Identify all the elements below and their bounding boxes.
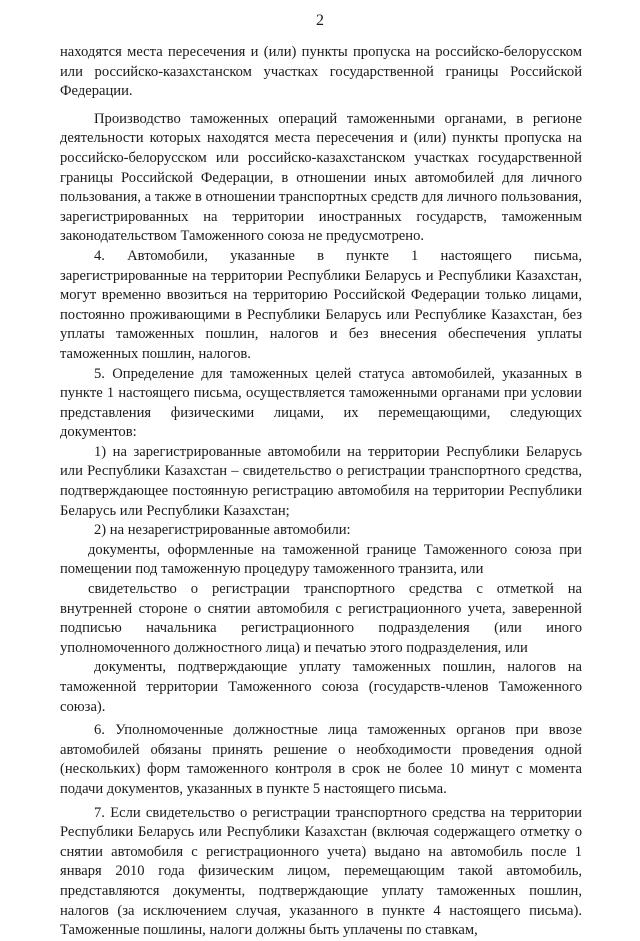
paragraph-registration-certificate: свидетельство о регистрации транспортного средства с отметкой на внутренней стороне о снятии автомобиля с регистрационного учета, заверенной подписью начальника регистрационного подразделения (или иного уполномоченного должностного лица) и печатью этого подразделения, или xyxy=(60,581,582,656)
paragraph-item-4: 4. Автомобили, указанные в пункте 1 настоящего письма, зарегистрированные на территории Республики Беларусь и Республики Казахстан, могут временно ввозиться на территорию Российской Федерации только лицами, постоянно проживающими в Республики Беларусь или Республике Казахстан, без уплаты таможенных пошлин, налогов и без внесения обеспечения уплаты таможенных пошлин, налогов. xyxy=(60,247,582,362)
page-number: 2 xyxy=(316,12,324,29)
paragraph-subitem-2: 2) на незарегистрированные автомобили: xyxy=(94,522,351,539)
paragraph-item-5: 5. Определение для таможенных целей статуса автомобилей, указанных в пункте 1 настоящего письма, осуществляется таможенными органами при условии представления физическими лицами, их перемещающими, следующих документов: xyxy=(60,365,582,441)
paragraph-item-7: 7. Если свидетельство о регистрации транспортного средства на территории Республики Беларусь или Республики Казахстан (включая содержащего отметку о снятии автомобиля с регистрационного учета) выдано на автомобиль после 1 января 2010 года физическим лицом, перемещающим такой автомобиль, представляются документы, подтверждающие уплату таможенных пошлин, налогов (за исключением случая, указанного в пункте 4 настоящего письма). Таможенные пошлины, налоги должны быть уплачены по ставкам, xyxy=(60,804,582,939)
paragraph-customs-operations: Производство таможенных операций таможенными органами, в регионе деятельности которых находятся места пересечения и (или) пункты пропуска на российско-белорусском или российско-казахстанском участках государственной границы Российской Федерации, в отношении иных автомобилей для личного пользования, а также в отношении транспортных средств для личного пользования, зарегистрированных на территории иностранных государств, таможенным законодательством Таможенного союза не предусмотрено. xyxy=(60,110,582,245)
paragraph-item-6: 6. Уполномоченные должностные лица таможенных органов при ввозе автомобилей обязаны принять решение о необходимости проведения одной (нескольких) форм таможенного контроля в срок не более 10 минут с момента подачи документов, указанных в пункте 5 настоящего письма. xyxy=(60,722,582,797)
paragraph-payment-documents: документы, подтверждающие уплату таможенных пошлин, налогов на таможенной территории Таможенного союза (государств-членов Таможенного союза). xyxy=(60,659,582,715)
paragraph-transit-documents: документы, оформленные на таможенной границе Таможенного союза при помещении под таможенную процедуру таможенного транзита, или xyxy=(60,541,582,578)
paragraph-subitem-1: 1) на зарегистрированные автомобили на территории Республики Беларусь или Республики Казахстан – свидетельство о регистрации транспортного средства, подтверждающее постоянную регистрацию автомобиля на территории Республики Беларусь или Республики Казахстан; xyxy=(60,443,582,519)
document-body xyxy=(60,43,582,941)
paragraph-continuation: находятся места пересечения и (или) пункты пропуска на российско-белорусском или российско-казахстанском участках государственной границы Российской Федерации. xyxy=(60,44,582,100)
